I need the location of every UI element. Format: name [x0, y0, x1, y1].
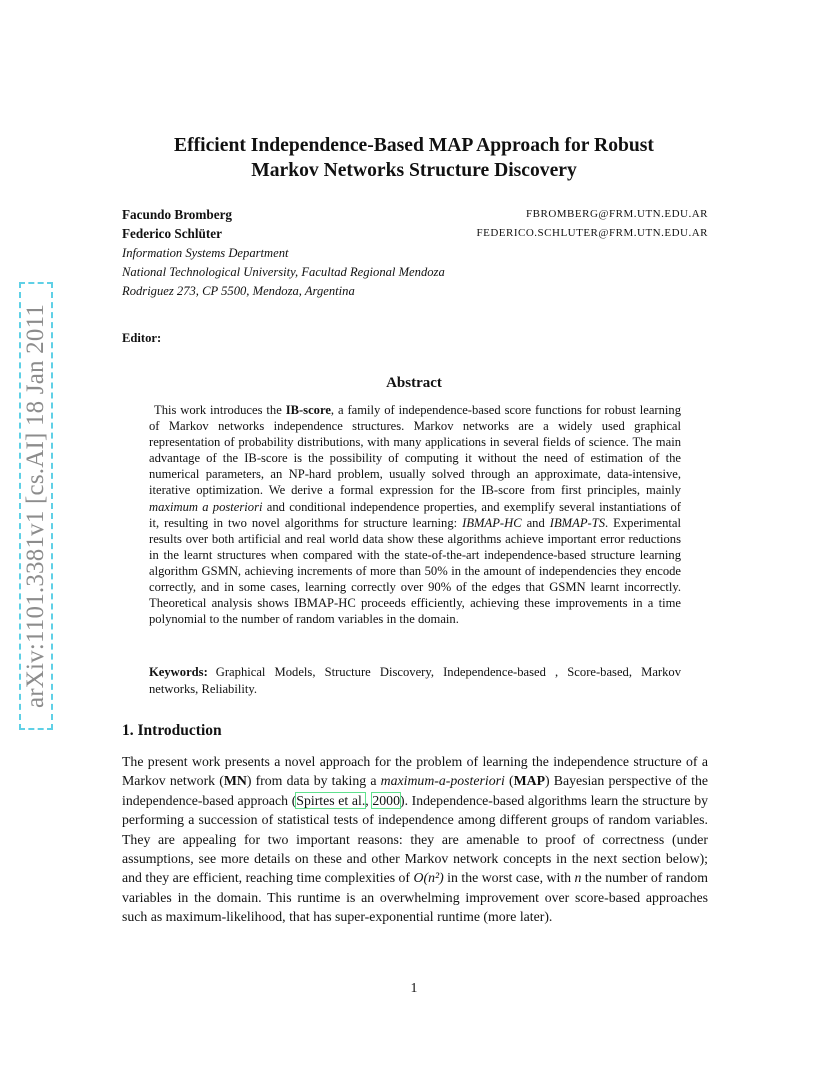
citation-year-link[interactable]: 2000	[372, 792, 400, 808]
keywords-text: Graphical Models, Structure Discovery, Independence-based , Score-based, Markov networks, Reliability.	[149, 665, 681, 696]
complexity-math: O(n²)	[413, 870, 444, 886]
author-email: FEDERICO.SCHLUTER@FRM.UTN.EDU.AR	[476, 227, 708, 239]
title-line-2: Markov Networks Structure Discovery	[251, 160, 577, 181]
paper-title	[120, 133, 708, 183]
author-name: Federico Schlüter	[122, 226, 222, 241]
citation-link[interactable]: Spirtes et al.	[296, 792, 366, 808]
abstract-text: This work introduces the	[154, 403, 286, 417]
affiliation-department: Information Systems Department	[122, 246, 289, 260]
algorithm-name: IBMAP-HC	[462, 515, 522, 530]
affiliation-institution: National Technological University, Facultad Regional Mendoza	[122, 265, 445, 279]
abstract-text: and	[521, 515, 550, 530]
body-text: The present work presents a novel approach for the problem of learning the independence structure of a Markov network (	[122, 754, 708, 789]
keywords	[149, 664, 681, 698]
abstract-heading: Abstract	[386, 375, 442, 391]
map-term: maximum-a-posteriori	[380, 773, 505, 789]
body-text: in the worst case, with	[443, 870, 575, 886]
abstract-text: , a family of independence-based score functions for robust learning of Markov networks independence structures. Markov networks are a widely used graphical representation of probability distributions, with many applications in several fields of science. The main advantage of the IB-score is the possibility of computing it without the need of estimation of the numerical parameters, an NP-hard problem, usually solved through an approximate, data-intensive, iterative optimization. We derive a formal expression for the IB-score from first principles, mainly	[149, 403, 681, 498]
map-abbrev: MAP	[513, 773, 545, 789]
body-text: ) from data by taking a	[246, 773, 381, 789]
author-row-2	[122, 226, 708, 245]
page-number: 1	[410, 980, 418, 995]
map-term: maximum a posteriori	[149, 499, 263, 514]
mn-term: MN	[223, 773, 247, 789]
keywords-label: Keywords:	[149, 665, 208, 679]
body-text: (	[504, 773, 514, 789]
introduction-body	[122, 752, 708, 927]
body-text: ) Bayesian perspective of the independence-based approach (	[122, 773, 709, 808]
ib-score-term: IB-score	[285, 403, 331, 417]
body-text: ,	[365, 792, 373, 808]
math-variable: n	[574, 870, 582, 886]
author-email: FBROMBERG@FRM.UTN.EDU.AR	[526, 208, 708, 220]
arxiv-stamp	[19, 282, 53, 730]
body-text: the number of random variables in the domain. This runtime is an overwhelming improvement over score-based approaches such as maximum-likelihood, that has super-exponential runtime (more later).	[122, 870, 709, 925]
arxiv-identifier: arXiv:1101.3381v1 [cs.AI] 18 Jan 2011	[22, 303, 49, 709]
section-heading: 1. Introduction	[122, 722, 222, 739]
algorithm-name: IBMAP-TS	[549, 515, 606, 530]
abstract-body	[149, 402, 681, 627]
editor-label: Editor:	[122, 331, 162, 345]
abstract-text: . Experimental results over both artificial and real world data show these algorithms achieve important error reductions in the learnt structures when compared with the state-of-the-art independence-based structure learning algorithm GSMN, achieving increments of more than 50% in the amount of independencies they encode correctly, and in some cases, learning correctly over 90% of the edges that GSMN learnt incorrectly. Theoretical analysis shows IBMAP-HC proceeds efficiently, achieving these improvements in a time polynomial to the number of random variables in the domain.	[149, 515, 682, 627]
affiliation-address: Rodriguez 273, CP 5500, Mendoza, Argentina	[122, 284, 355, 298]
title-line-1: Efficient Independence-Based MAP Approach for Robust	[174, 135, 654, 156]
author-name: Facundo Bromberg	[122, 207, 233, 222]
body-text: ). Independence-based algorithms learn the structure by performing a succession of statistical tests of independence among different groups of random variables. They are appealing for two important reasons: they are amenable to proof of correctness (under assumptions, see more details on these and other Markov network concepts in the next section below); and they are efficient, reaching time complexities of	[122, 792, 708, 886]
author-row-1	[122, 207, 708, 226]
abstract-text: and conditional independence properties, and exemplify several instantiations of it, resulting in two novel algorithms for structure learning:	[149, 499, 681, 530]
